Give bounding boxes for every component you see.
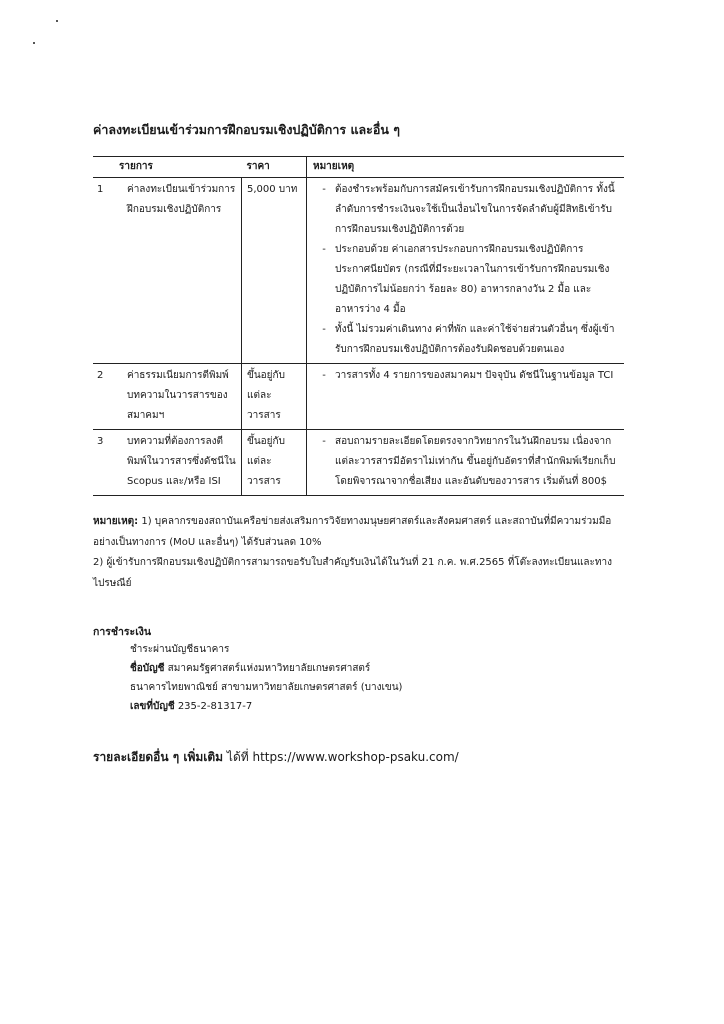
note-text: ทั้งนี้ ไม่รวมค่าเดินทาง ค่าที่พัก และค่าใช้จ่ายส่วนตัวอื่นๆ ซึ่งผู้เข้ารับการฝึกอบรมเชิงปฏิบัติการต้องรับผิดชอบด้วยตนเอง: [335, 324, 615, 355]
row-price: 5,000 บาท: [242, 178, 307, 364]
bank-name: ธนาคารไทยพาณิชย์ สาขามหาวิทยาลัยเกษตรศาสตร์ (บางเขน): [130, 682, 403, 693]
row-price: ขึ้นอยู่กับแต่ละวารสาร: [242, 430, 307, 496]
note-text: วารสารทั้ง 4 รายการของสมาคมฯ ปัจจุบัน ดัชนีในฐานข้อมูล TCI: [335, 370, 614, 381]
remarks-section: [93, 512, 633, 594]
table-row: [93, 364, 624, 430]
more-info-label: รายละเอียดอื่น ๆ เพิ่มเติม: [93, 750, 224, 764]
more-info: [93, 748, 459, 767]
row-item: ค่าลงทะเบียนเข้าร่วมการฝึกอบรมเชิงปฏิบัติการ: [127, 178, 242, 364]
remark-text: 1) บุคลากรของสถาบันเครือข่ายส่งเสริมการวิจัยทางมนุษยศาสตร์และสังคมศาสตร์ และสถาบันที่มีความร่วมมืออย่างเป็นทางการ (MoU และอื่นๆ) ได้รับส่วนลด 10%: [93, 516, 612, 548]
account-name: สมาคมรัฐศาสตร์แห่งมหาวิทยาลัยเกษตรศาสตร์: [164, 663, 371, 674]
note-text: สอบถามรายละเอียดโดยตรงจากวิทยากรในวันฝึกอบรม เนื่องจากแต่ละวารสารมีอัตราไม่เท่ากัน ขึ้นอยู่กับอัตราที่สำนักพิมพ์เรียกเก็บ โดยพิจารณาจากชื่อเสียง และอันดับของวารสาร เริ่มต้นที่ 800$: [335, 436, 616, 487]
table-row: [93, 178, 624, 364]
more-info-at: ได้ที่: [223, 750, 253, 764]
row-number: 1: [93, 178, 127, 364]
table-row: [93, 430, 624, 496]
document-title: ค่าลงทะเบียนเข้าร่วมการฝึกอบรมเชิงปฏิบัติการ และอื่น ๆ: [93, 122, 401, 137]
row-price: ขึ้นอยู่กับแต่ละวารสาร: [242, 364, 307, 430]
row-notes: [307, 364, 625, 430]
account-number-line: [130, 697, 402, 716]
header-item: รายการ: [93, 157, 242, 178]
scan-speck: [33, 42, 35, 44]
note-item: [313, 432, 620, 492]
note-text: ประกอบด้วย ค่าเอกสารประกอบการฝึกอบรมเชิงปฏิบัติการ ประกาศนียบัตร (กรณีที่มีระยะเวลาในการเข้ารับการฝึกอบรมเชิงปฏิบัติการไม่น้อยกว่า ร้อยละ 80) อาหารกลางวัน 2 มื้อ และอาหารว่าง 4 มื้อ: [335, 244, 610, 315]
remark-line-1: [93, 512, 633, 553]
account-number-label: เลขที่บัญชี: [130, 701, 175, 712]
note-item: [313, 320, 620, 360]
payment-heading: การชำระเงิน: [93, 626, 152, 638]
header-price: ราคา: [242, 157, 307, 178]
website-link[interactable]: https://www.workshop-psaku.com/: [252, 750, 459, 764]
account-number: 235-2-81317-7: [174, 701, 253, 712]
bullet-dash: -: [322, 324, 326, 335]
remark-line-2: 2) ผู้เข้ารับการฝึกอบรมเชิงปฏิบัติการสามารถขอรับใบสำคัญรับเงินได้ในวันที่ 21 ก.ค. พ.ศ.2565 ที่โต๊ะลงทะเบียนและทางไปรษณีย์: [93, 557, 612, 589]
bullet-dash: -: [322, 436, 326, 447]
payment-method: ชำระผ่านบัญชีธนาคาร: [130, 644, 230, 655]
row-number: 3: [93, 430, 127, 496]
row-number: 2: [93, 364, 127, 430]
row-notes: [307, 178, 625, 364]
account-name-line: [130, 659, 402, 678]
row-item: ค่าธรรมเนียมการตีพิมพ์บทความในวารสารของสมาคมฯ: [127, 364, 242, 430]
note-item: [313, 180, 620, 240]
note-item: [313, 240, 620, 320]
header-note: หมายเหตุ: [307, 157, 625, 178]
table-header-row: [93, 157, 624, 178]
scan-speck: [56, 20, 58, 22]
row-notes: [307, 430, 625, 496]
bullet-dash: -: [322, 244, 326, 255]
row-item: บทความที่ต้องการลงตีพิมพ์ในวารสารซึ่งดัชนีใน Scopus และ/หรือ ISI: [127, 430, 242, 496]
bullet-dash: -: [322, 370, 326, 381]
fee-table: [93, 156, 624, 496]
payment-details: [130, 640, 402, 716]
account-name-label: ชื่อบัญชี: [130, 663, 165, 674]
remarks-label: หมายเหตุ:: [93, 516, 139, 527]
note-item: [313, 366, 620, 386]
bullet-dash: -: [322, 184, 326, 195]
note-text: ต้องชำระพร้อมกับการสมัครเข้ารับการฝึกอบรมเชิงปฏิบัติการ ทั้งนี้ลำดับการชำระเงินจะใช้เป็นเงื่อนไขในการจัดลำดับผู้มีสิทธิเข้ารับการฝึกอบรมเชิงปฏิบัติการด้วย: [335, 184, 615, 235]
